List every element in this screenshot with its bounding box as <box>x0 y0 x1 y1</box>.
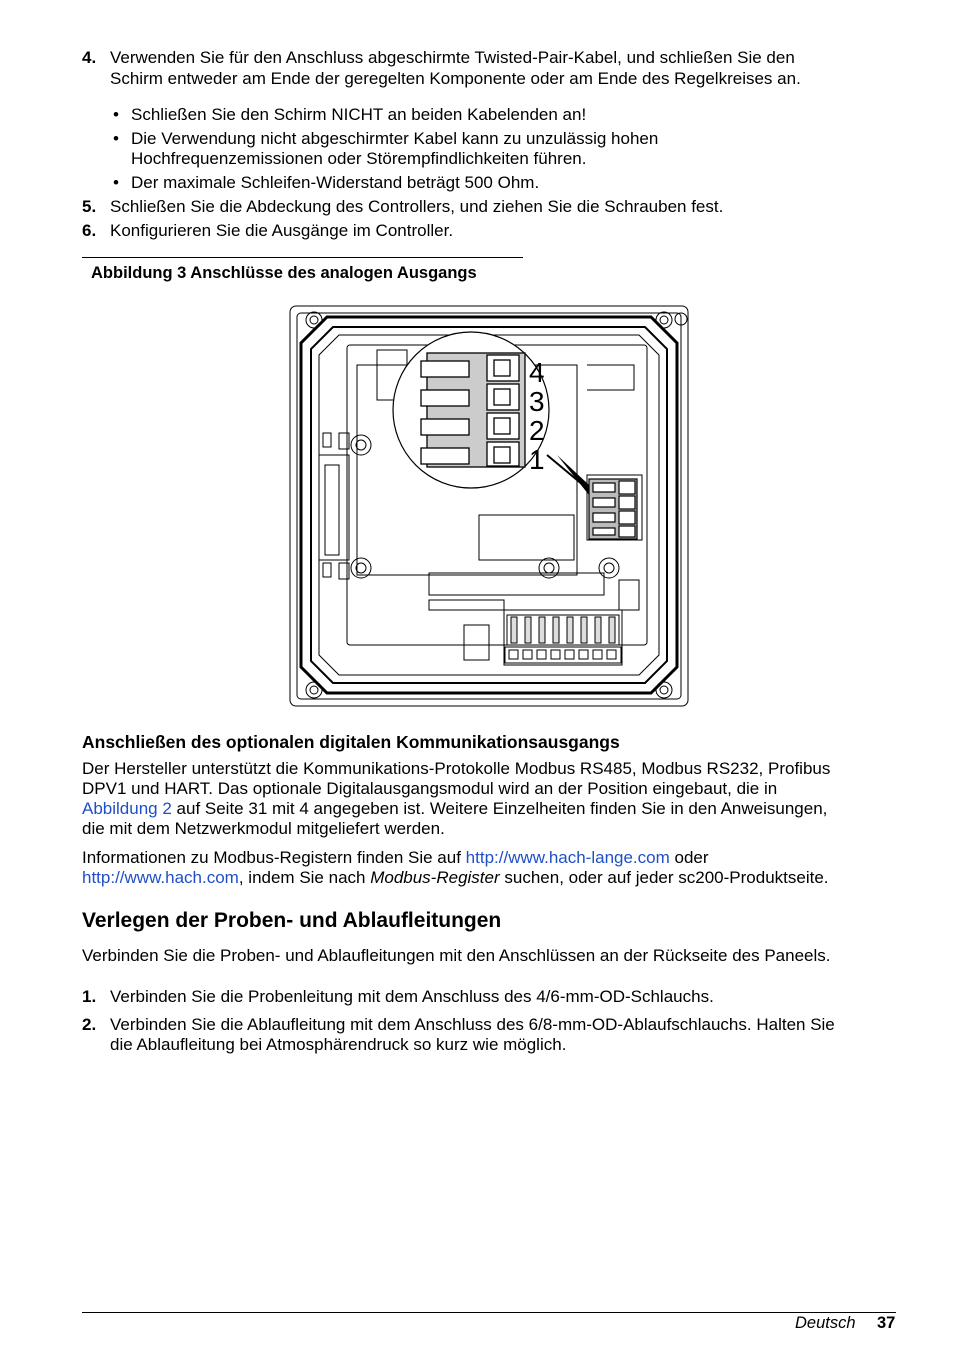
bullet-text: Die Verwendung nicht abgeschirmter Kabel kann zu unzulässig hohen <box>131 129 659 148</box>
step-text: Konfigurieren Sie die Ausgänge im Controller. <box>110 221 454 240</box>
step-text: Verbinden Sie die Probenleitung mit dem Anschluss des 4/6-mm-OD-Schlauchs. <box>110 987 714 1006</box>
analog-output-figure <box>289 305 689 707</box>
figure-caption: Abbildung 3 Anschlüsse des analogen Ausgangs <box>91 264 477 282</box>
bullet-dot: • <box>113 173 119 192</box>
terminal-number: 1 <box>529 444 545 475</box>
step-text: Verbinden Sie die Ablaufleitung mit dem Anschluss des 6/8-mm-OD-Ablaufschlauchs. Halten Sie <box>110 1015 835 1034</box>
footer-rule <box>82 1312 896 1313</box>
bullet-text: Hochfrequenzemissionen oder Störempfindlichkeiten führen. <box>131 149 587 168</box>
step-text: Verwenden Sie für den Anschluss abgeschirmte Twisted-Pair-Kabel, und schließen Sie den <box>110 48 795 67</box>
hach-link[interactable]: http://www.hach.com <box>82 868 239 887</box>
caption-rule <box>82 257 523 258</box>
step-number: 4. <box>82 48 97 67</box>
paragraph-line: Informationen zu Modbus-Registern finden Sie auf http://www.hach-lange.com oder <box>82 848 709 867</box>
step-number: 5. <box>82 197 97 216</box>
section-heading: Anschließen des optionalen digitalen Kommunikationsausgangs <box>82 732 620 752</box>
step-number: 6. <box>82 221 97 240</box>
bullet-text: Schließen Sie den Schirm NICHT an beiden Kabelenden an! <box>131 105 587 124</box>
terminal-number: 4 <box>529 357 545 388</box>
paragraph-line: http://www.hach.com, indem Sie nach Modbus-Register suchen, oder auf jeder sc200-Produktseite. <box>82 868 829 887</box>
step-number: 2. <box>82 1015 97 1034</box>
bullet-dot: • <box>113 105 119 124</box>
hach-lange-link[interactable]: http://www.hach-lange.com <box>465 848 670 867</box>
paragraph-line: Der Hersteller unterstützt die Kommunikations-Protokolle Modbus RS485, Modbus RS232, Profibus <box>82 759 831 778</box>
footer-language: Deutsch <box>795 1314 856 1332</box>
terminal-number: 2 <box>529 415 545 446</box>
step-text: Schirm entweder am Ende der geregelten Komponente oder am Ende des Regelkreises an. <box>110 69 801 88</box>
bullet-dot: • <box>113 129 119 148</box>
bullet-text: Der maximale Schleifen-Widerstand beträgt 500 Ohm. <box>131 173 540 192</box>
figure-link[interactable]: Abbildung 2 <box>82 799 172 818</box>
step-text: die Ablaufleitung bei Atmosphärendruck so kurz wie möglich. <box>110 1035 567 1054</box>
paragraph-line: die mit dem Netzwerkmodul mitgeliefert werden. <box>82 819 445 838</box>
page-number: 37 <box>877 1314 896 1332</box>
paragraph-line: Abbildung 2 auf Seite 31 mit 4 angegeben ist. Weitere Einzelheiten finden Sie in den Anweisungen, <box>82 799 828 818</box>
step-number: 1. <box>82 987 97 1006</box>
paragraph-line: Verbinden Sie die Proben- und Ablaufleitungen mit den Anschlüssen an der Rückseite des Paneels. <box>82 946 831 965</box>
step-text: Schließen Sie die Abdeckung des Controllers, und ziehen Sie die Schrauben fest. <box>110 197 724 216</box>
terminal-number: 3 <box>529 386 545 417</box>
paragraph-line: DPV1 und HART. Das optionale Digitalausgangsmodul wird an der Position eingebaut, die in <box>82 779 778 798</box>
section-heading: Verlegen der Proben- und Ablaufleitungen <box>82 909 502 932</box>
